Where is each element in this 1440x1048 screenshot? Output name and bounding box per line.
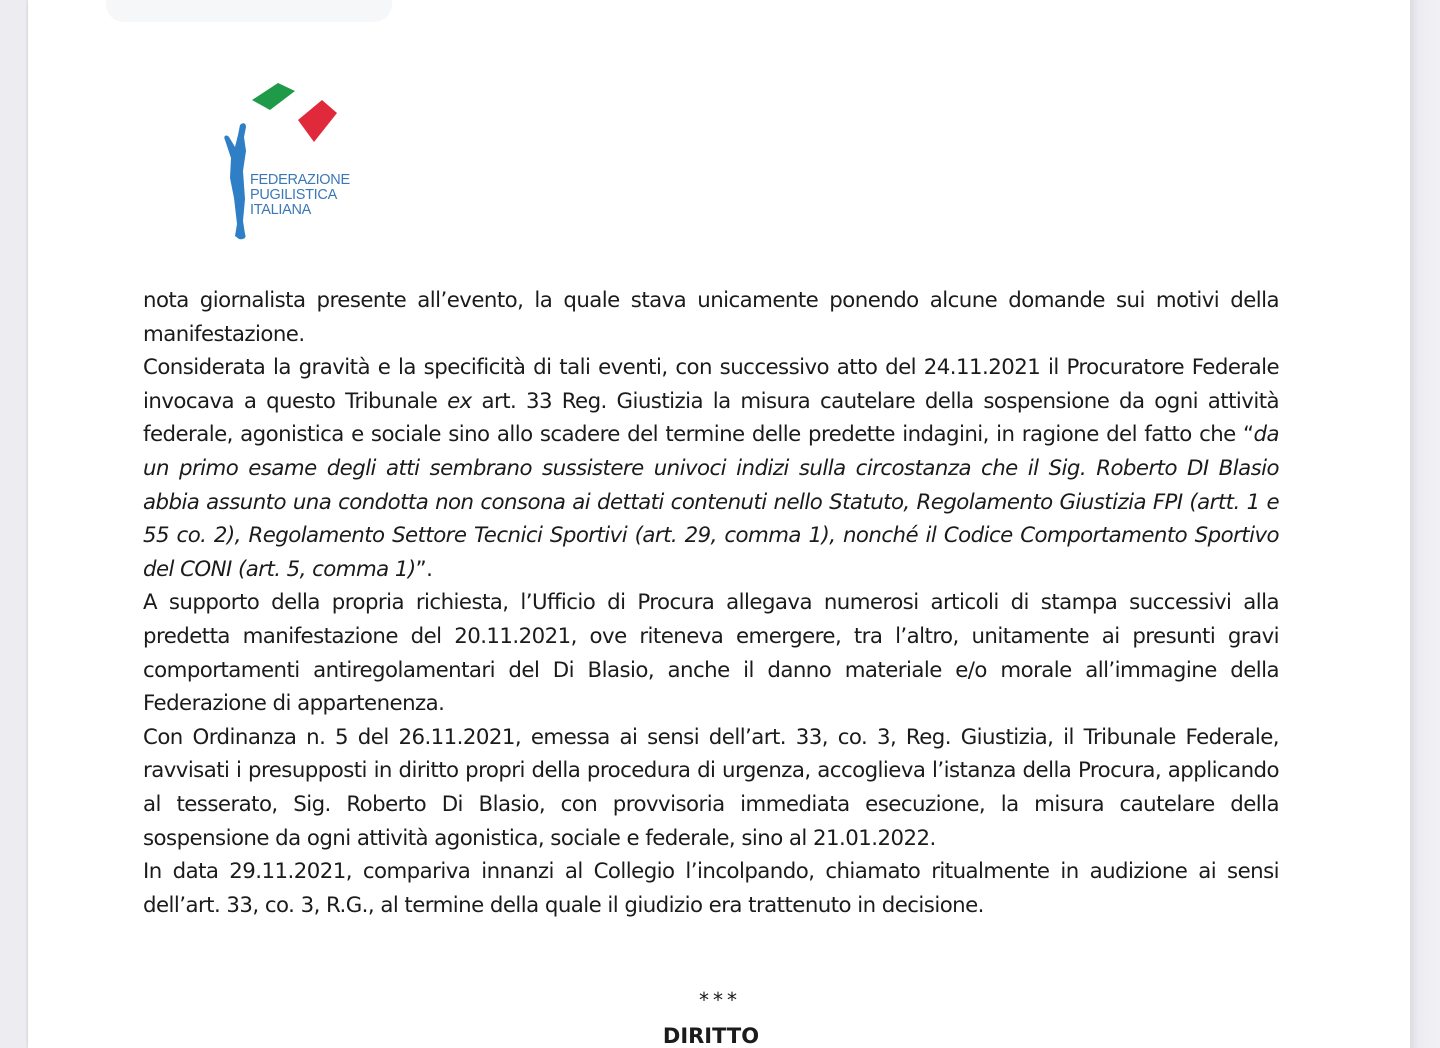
- paragraph-4: Con Ordinanza n. 5 del 26.11.2021, emessa ai sensi dell’art. 33, co. 3, Reg. Giustizia, il Tribunale Federale, ravvisati i presupposti in diritto propri della procedura di urgenza, accoglieva l’istanza della Procura, applicando al tesserato, Sig. Roberto Di Blasio, con provvisoria immediata esecuzione, la misura cautelare della sospensione da ogni attività agonistica, sociale e federale, sino al 21.01.2022.: [143, 724, 1279, 851]
- section-heading: DIRITTO: [662, 1024, 760, 1048]
- paragraph-2-end: ”.: [415, 556, 433, 582]
- logo-line-1: FEDERAZIONE: [250, 172, 350, 188]
- document-body: [143, 284, 1279, 922]
- logo-line-2: PUGILISTICA: [250, 187, 337, 203]
- logo-text: [250, 173, 350, 218]
- paragraph-2-text: Considerata la gravità e la specificità di tali eventi, con successivo atto del 24.11.2021 il Procuratore Federale invocava a questo Tribunale: [143, 355, 1279, 414]
- paragraph-2-latin: ex: [447, 388, 472, 414]
- paragraph-1: nota giornalista presente all’evento, la quale stava unicamente ponendo alcune domande sui motivi della manifestazione.: [143, 288, 1279, 347]
- boxer-flag-logo-icon: [218, 78, 368, 253]
- fpi-logo: [218, 78, 368, 253]
- section-separator: ***: [699, 988, 741, 1012]
- paragraph-3: A supporto della propria richiesta, l’Ufficio di Procura allegava numerosi articoli di stampa successivi alla predetta manifestazione del 20.11.2021, ove riteneva emergere, tra l’altro, unitamente ai presunti gravi comportamenti antiregolamentari del Di Blasio, anche il danno materiale e/o morale all’immagine della Federazione di appartenenza.: [143, 590, 1279, 717]
- paragraph-5: In data 29.11.2021, compariva innanzi al Collegio l’incolpando, chiamato ritualmente in audizione ai sensi dell’art. 33, co. 3, R.G., al termine della quale il giudizio era trattenuto in decisione.: [143, 859, 1279, 918]
- top-tab-shape: [106, 0, 392, 22]
- document-page: [28, 0, 1410, 1048]
- paragraph-2-text-cont: art. 33 Reg. Giustizia la misura cautelare della sospensione da ogni attività federale, agonistica e sociale sino allo scadere del termine delle predette indagini, in ragione del fatto che “: [143, 388, 1279, 448]
- paragraph-2-quote: da un primo esame degli atti sembrano sussistere univoci indizi sulla circostanza che il Sig. Roberto DI Blasio abbia assunto una condotta non consona ai dettati contenuti nello Statuto, Regolamento Giustizia FPI (artt. 1 e 55 co. 2), Regolamento Settore Tecnici Sportivi (art. 29, comma 1), nonché il Codice Comportamento Sportivo del CONI (art. 5, comma 1): [143, 422, 1279, 582]
- paragraph-2: [143, 351, 1279, 586]
- logo-line-3: ITALIANA: [250, 202, 311, 218]
- page-edge-shadow: [1410, 0, 1440, 1048]
